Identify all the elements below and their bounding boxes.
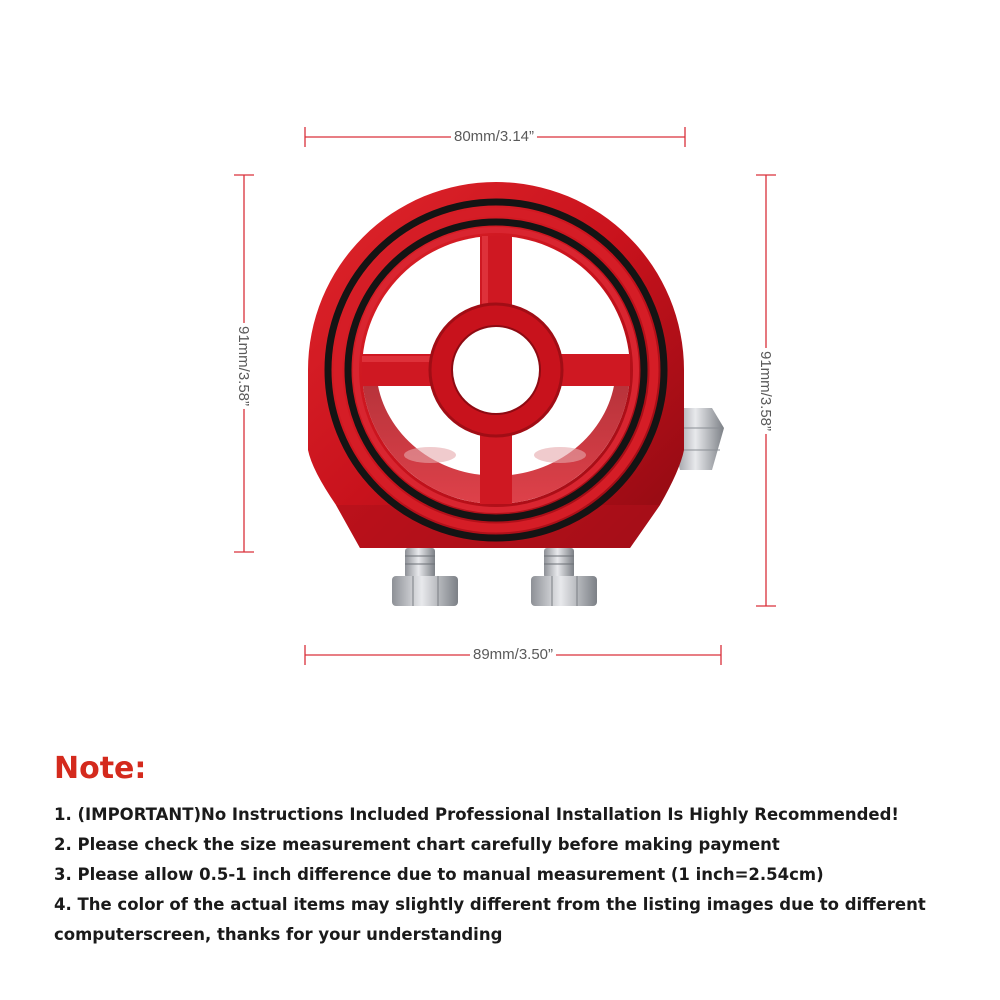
bottom-left-fitting [392, 548, 458, 606]
note-list [54, 800, 974, 950]
bottom-right-fitting [531, 548, 597, 606]
dimension-label-bottom-width: 89mm/3.50” [470, 646, 556, 664]
dimension-label-right-height: 91mm/3.58” [756, 348, 774, 434]
note-item-2: 2. Please check the size measurement chart carefully before making payment [54, 835, 780, 854]
note-item-1: 1. (IMPORTANT)No Instructions Included Professional Installation Is Highly Recommended! [54, 805, 899, 824]
dimension-label-left-height: 91mm/3.58” [234, 323, 252, 409]
note-item-4: 4. The color of the actual items may slightly different from the listing images due to different computerscreen, thanks for your understanding [54, 895, 926, 944]
note-title: Note: [54, 751, 147, 786]
oil-filter-sandwich-adapter-icon [308, 182, 724, 606]
note-item-3: 3. Please allow 0.5-1 inch difference due to manual measurement (1 inch=2.54cm) [54, 865, 824, 884]
dimension-label-top-width: 80mm/3.14” [451, 128, 537, 146]
note-section [54, 748, 974, 950]
